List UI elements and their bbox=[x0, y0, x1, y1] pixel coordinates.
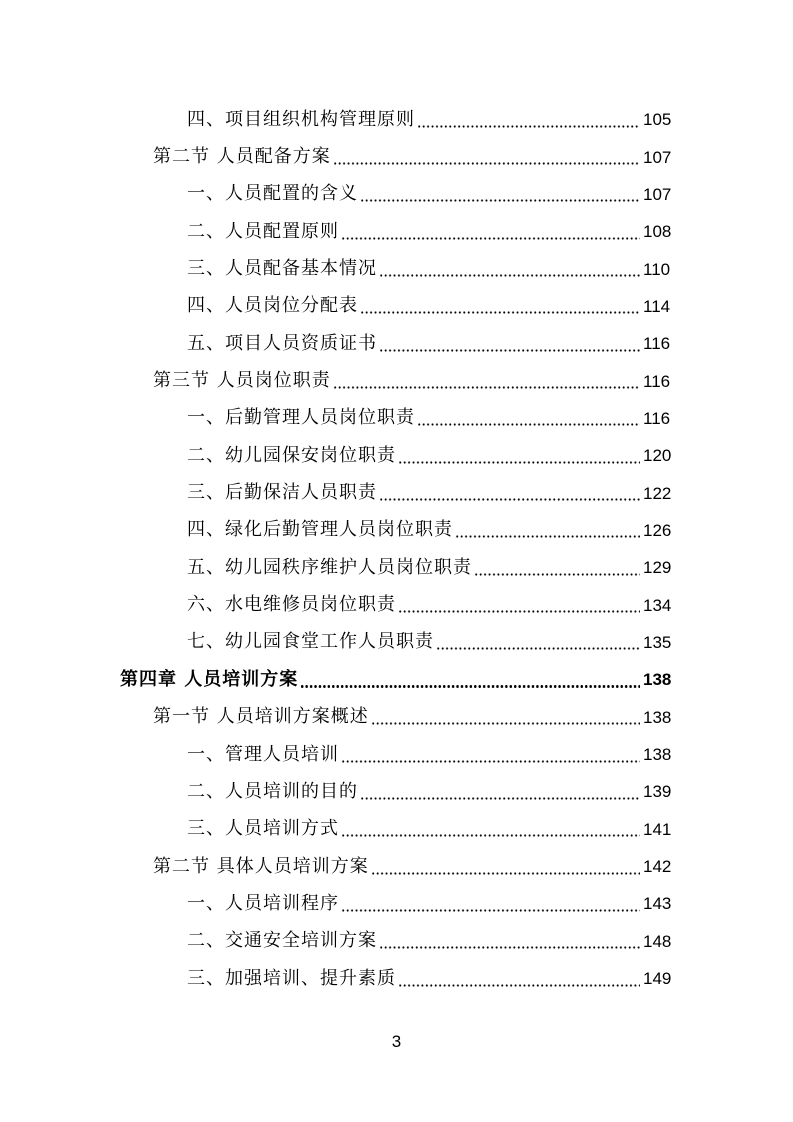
toc-entry-page: 138 bbox=[643, 707, 672, 727]
toc-entry-page: 129 bbox=[643, 558, 672, 578]
toc-entry[interactable] bbox=[0, 512, 793, 549]
toc-entry[interactable] bbox=[0, 288, 793, 325]
toc-entry[interactable] bbox=[0, 549, 793, 586]
toc-entry-page: 107 bbox=[643, 184, 672, 204]
toc-entry-title: 三、人员配备基本情况 bbox=[187, 258, 377, 280]
toc-entry[interactable] bbox=[0, 250, 793, 287]
toc-entry-title: 第三节 人员岗位职责 bbox=[153, 370, 331, 392]
toc-entry-title: 二、幼儿园保安岗位职责 bbox=[187, 444, 396, 466]
toc-entry[interactable] bbox=[0, 437, 793, 474]
toc-entry[interactable] bbox=[0, 960, 793, 997]
toc-entry[interactable] bbox=[0, 923, 793, 960]
toc-entry-title: 二、人员培训的目的 bbox=[187, 780, 358, 802]
page-number: 3 bbox=[391, 1032, 402, 1051]
toc-section-entry[interactable] bbox=[0, 138, 793, 175]
toc-dot-leader bbox=[371, 708, 640, 726]
toc-entry-page: 116 bbox=[643, 334, 671, 354]
toc-entry-page: 126 bbox=[643, 520, 672, 540]
toc-dot-leader bbox=[341, 223, 640, 241]
toc-entry-page: 110 bbox=[643, 259, 671, 279]
toc-dot-leader bbox=[379, 484, 640, 502]
toc-entry-title: 七、幼儿园食堂工作人员职责 bbox=[187, 631, 434, 653]
toc-entry-page: 107 bbox=[643, 147, 672, 167]
toc-dot-leader bbox=[379, 260, 640, 278]
toc-chapter-entry[interactable] bbox=[0, 661, 793, 698]
toc-entry-page: 143 bbox=[643, 894, 672, 914]
toc-dot-leader bbox=[360, 297, 640, 315]
toc-entry-page: 122 bbox=[643, 483, 672, 503]
toc-entry-title: 第四章 人员培训方案 bbox=[120, 668, 299, 690]
toc-entry[interactable] bbox=[0, 773, 793, 810]
toc-entry-page: 105 bbox=[643, 110, 672, 130]
toc-entry[interactable] bbox=[0, 736, 793, 773]
toc-entry[interactable] bbox=[0, 474, 793, 511]
toc-entry-title: 四、人员岗位分配表 bbox=[187, 295, 358, 317]
toc-entry-title: 六、水电维修员岗位职责 bbox=[187, 594, 396, 616]
toc-entry-page: 114 bbox=[643, 296, 671, 316]
toc-entry-title: 五、幼儿园秩序维护人员岗位职责 bbox=[187, 556, 472, 578]
toc-entry-title: 二、交通安全培训方案 bbox=[187, 930, 377, 952]
toc-entry-title: 四、项目组织机构管理原则 bbox=[187, 108, 415, 130]
toc-entry[interactable] bbox=[0, 176, 793, 213]
toc-section-entry[interactable] bbox=[0, 848, 793, 885]
toc-entry-page: 142 bbox=[643, 857, 672, 877]
toc-section-entry[interactable] bbox=[0, 362, 793, 399]
toc-entry-title: 二、人员配置原则 bbox=[187, 220, 339, 242]
toc-dot-leader bbox=[474, 559, 640, 577]
toc-entry-page: 138 bbox=[643, 745, 672, 765]
toc-dot-leader bbox=[333, 372, 640, 390]
toc-entry-page: 149 bbox=[643, 969, 672, 989]
toc-dot-leader bbox=[379, 932, 640, 950]
toc-dot-leader bbox=[341, 820, 640, 838]
toc-dot-leader bbox=[398, 970, 640, 988]
toc-entry-title: 三、加强培训、提升素质 bbox=[187, 967, 396, 989]
toc-entry-page: 108 bbox=[643, 222, 672, 242]
toc-entry-title: 第一节 人员培训方案概述 bbox=[153, 706, 369, 728]
toc-entry-title: 一、人员配置的含义 bbox=[187, 183, 358, 205]
toc-entry[interactable] bbox=[0, 213, 793, 250]
toc-entry-title: 一、人员培训程序 bbox=[187, 892, 339, 914]
toc-dot-leader bbox=[398, 596, 640, 614]
table-of-contents bbox=[0, 101, 793, 997]
toc-dot-leader bbox=[360, 783, 640, 801]
toc-dot-leader bbox=[398, 447, 640, 465]
toc-entry[interactable] bbox=[0, 400, 793, 437]
toc-entry[interactable] bbox=[0, 811, 793, 848]
toc-dot-leader bbox=[341, 895, 640, 913]
toc-dot-leader bbox=[455, 521, 640, 539]
toc-dot-leader bbox=[379, 335, 640, 353]
toc-dot-leader bbox=[300, 671, 640, 689]
toc-entry-page: 116 bbox=[643, 408, 671, 428]
toc-dot-leader bbox=[333, 148, 640, 166]
toc-entry-title: 一、管理人员培训 bbox=[187, 743, 339, 765]
toc-entry-page: 138 bbox=[643, 670, 672, 690]
toc-entry-title: 三、人员培训方式 bbox=[187, 818, 339, 840]
toc-dot-leader bbox=[371, 858, 640, 876]
toc-entry-title: 第二节 具体人员培训方案 bbox=[153, 855, 369, 877]
toc-entry[interactable] bbox=[0, 586, 793, 623]
toc-dot-leader bbox=[436, 633, 640, 651]
toc-dot-leader bbox=[341, 746, 640, 764]
toc-entry[interactable] bbox=[0, 101, 793, 138]
toc-entry-page: 134 bbox=[643, 595, 672, 615]
toc-entry-page: 120 bbox=[643, 446, 672, 466]
toc-entry-page: 139 bbox=[643, 782, 672, 802]
toc-entry[interactable] bbox=[0, 885, 793, 922]
toc-dot-leader bbox=[417, 111, 640, 129]
toc-entry-page: 135 bbox=[643, 632, 672, 652]
toc-entry-page: 116 bbox=[643, 371, 671, 391]
toc-dot-leader bbox=[417, 409, 640, 427]
toc-entry-title: 三、后勤保洁人员职责 bbox=[187, 482, 377, 504]
toc-entry-title: 五、项目人员资质证书 bbox=[187, 332, 377, 354]
toc-section-entry[interactable] bbox=[0, 699, 793, 736]
toc-entry-page: 148 bbox=[643, 931, 672, 951]
toc-entry-title: 一、后勤管理人员岗位职责 bbox=[187, 407, 415, 429]
toc-entry[interactable] bbox=[0, 624, 793, 661]
toc-entry-title: 四、绿化后勤管理人员岗位职责 bbox=[187, 519, 453, 541]
toc-entry[interactable] bbox=[0, 325, 793, 362]
toc-entry-page: 141 bbox=[643, 819, 672, 839]
toc-entry-title: 第二节 人员配备方案 bbox=[153, 146, 331, 168]
toc-dot-leader bbox=[360, 185, 640, 203]
